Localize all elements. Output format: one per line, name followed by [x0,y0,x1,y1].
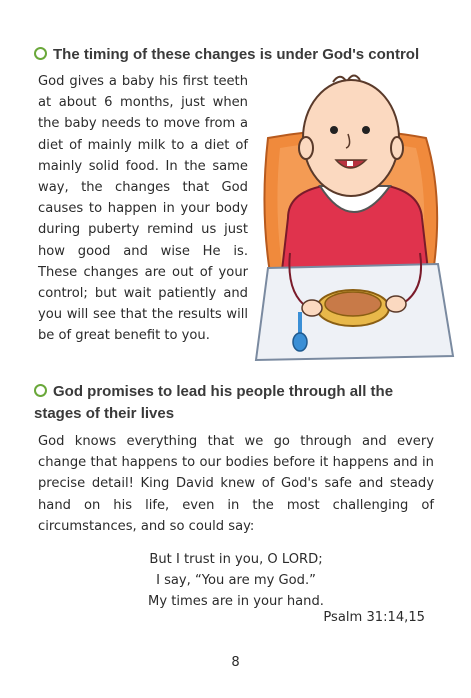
quote-line: But I trust in you, O LORD; [149,552,323,567]
circle-bullet-icon [34,47,47,60]
paragraph-king-david: God knows everything that we go through and every change that happens to our bodies before it happens and in precise detail! King David knew of God's safe and steady hand on his life, even in the most challenging of circumstances, and so could say: [38,434,434,534]
baby-tooth [347,161,353,166]
section-heading-promises: God promises to lead his people through all the stages of their lives [34,383,394,423]
spoon-icon [293,333,307,351]
scripture-reference: Psalm 31:14,15 [323,610,425,625]
baby-eye-right [362,126,370,134]
bowl-food [325,292,381,316]
baby-eating-illustration [248,68,458,368]
baby-hand-left [302,300,322,316]
baby-ear-right [391,137,403,159]
baby-ear-left [299,137,313,159]
quote-line: My times are in your hand. [148,594,324,610]
baby-head [303,80,399,196]
paragraph-teeth-puberty: God gives a baby his first teeth at about 6 months, just when the baby needs to move from a diet of mainly milk to a diet of mainly solid food. In the same way, the changes that God causes to happen in your body during puberty remind us just how good and wise He is. These changes are out of your control; but wait patiently and you will see that the results will be of great benefit to you. [38,74,248,344]
section-heading-timing: The timing of these changes is under God's control [34,44,451,66]
circle-bullet-icon [34,384,47,397]
baby-hand-right [386,296,406,312]
psalm-quote [38,549,434,613]
baby-eye-left [330,126,338,134]
page-number: 8 [231,655,240,670]
quote-line: I say, “You are my God.” [156,573,316,589]
